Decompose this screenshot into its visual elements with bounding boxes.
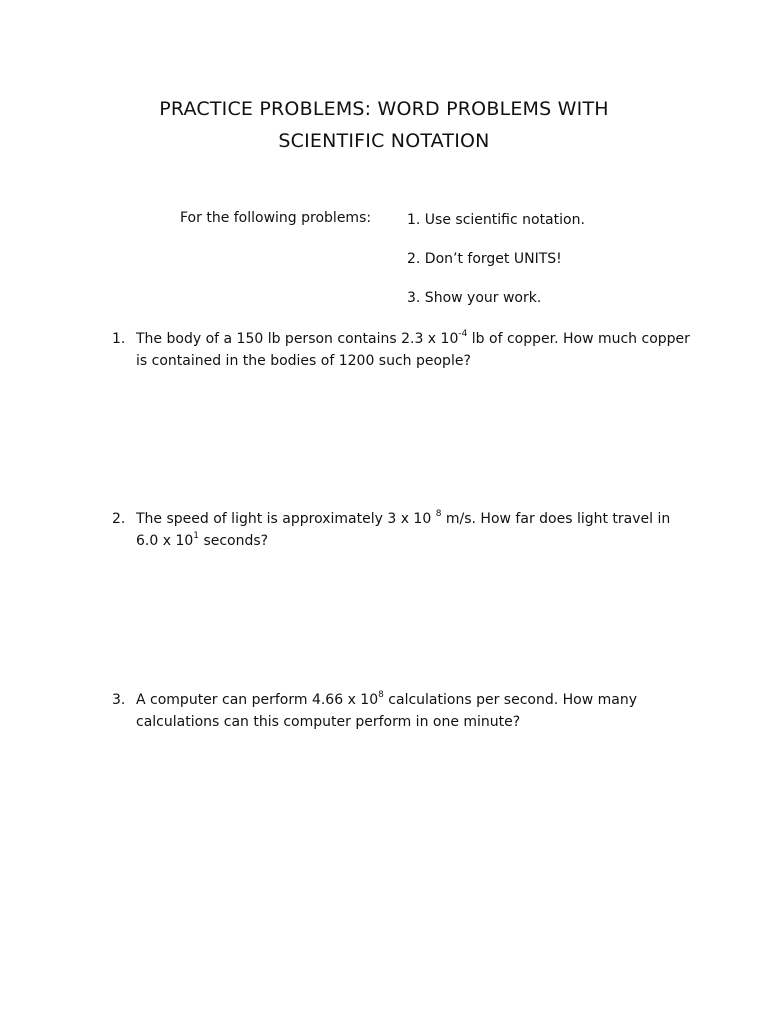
instruction-item: 2. Don’t forget UNITS! — [407, 251, 562, 267]
problem-text — [136, 689, 692, 733]
exponent: -4 — [458, 329, 468, 340]
problem-text-part: calculations per second. How many calculations can this computer perform in one minute? — [136, 692, 637, 730]
problem-text-part: The body of a 150 lb person contains 2.3 x 10 — [136, 331, 459, 347]
instruction-item: 3. Show your work. — [407, 290, 542, 306]
instructions-label: For the following problems: — [180, 210, 372, 226]
problem-1 — [112, 328, 692, 372]
title-line-2: SCIENTIFIC NOTATION — [278, 130, 490, 152]
problem-number: 3. — [112, 692, 126, 708]
problem-number: 1. — [112, 331, 126, 347]
problem-text-part: The speed of light is approximately 3 x 10 — [136, 511, 436, 527]
problem-text-part: A computer can perform 4.66 x 10 — [136, 692, 379, 708]
exponent: 1 — [193, 531, 199, 542]
problem-text-part: seconds? — [199, 533, 269, 549]
page-title — [0, 93, 768, 157]
exponent: 8 — [435, 509, 442, 520]
problem-text — [136, 328, 692, 372]
problem-text-part: lb of copper. How much copper is contained in the bodies of 1200 such people? — [136, 331, 690, 369]
exponent: 8 — [378, 690, 384, 701]
problem-text-part: m/s. How far does light travel in 6.0 x 10 — [136, 511, 671, 549]
problem-3 — [112, 689, 692, 733]
instructions-list — [407, 210, 585, 327]
problem-2 — [112, 508, 692, 552]
title-line-1: PRACTICE PROBLEMS: WORD PROBLEMS WITH — [159, 98, 609, 120]
problem-number: 2. — [112, 511, 126, 527]
problem-text — [136, 508, 692, 552]
instruction-item: 1. Use scientific notation. — [407, 212, 585, 228]
